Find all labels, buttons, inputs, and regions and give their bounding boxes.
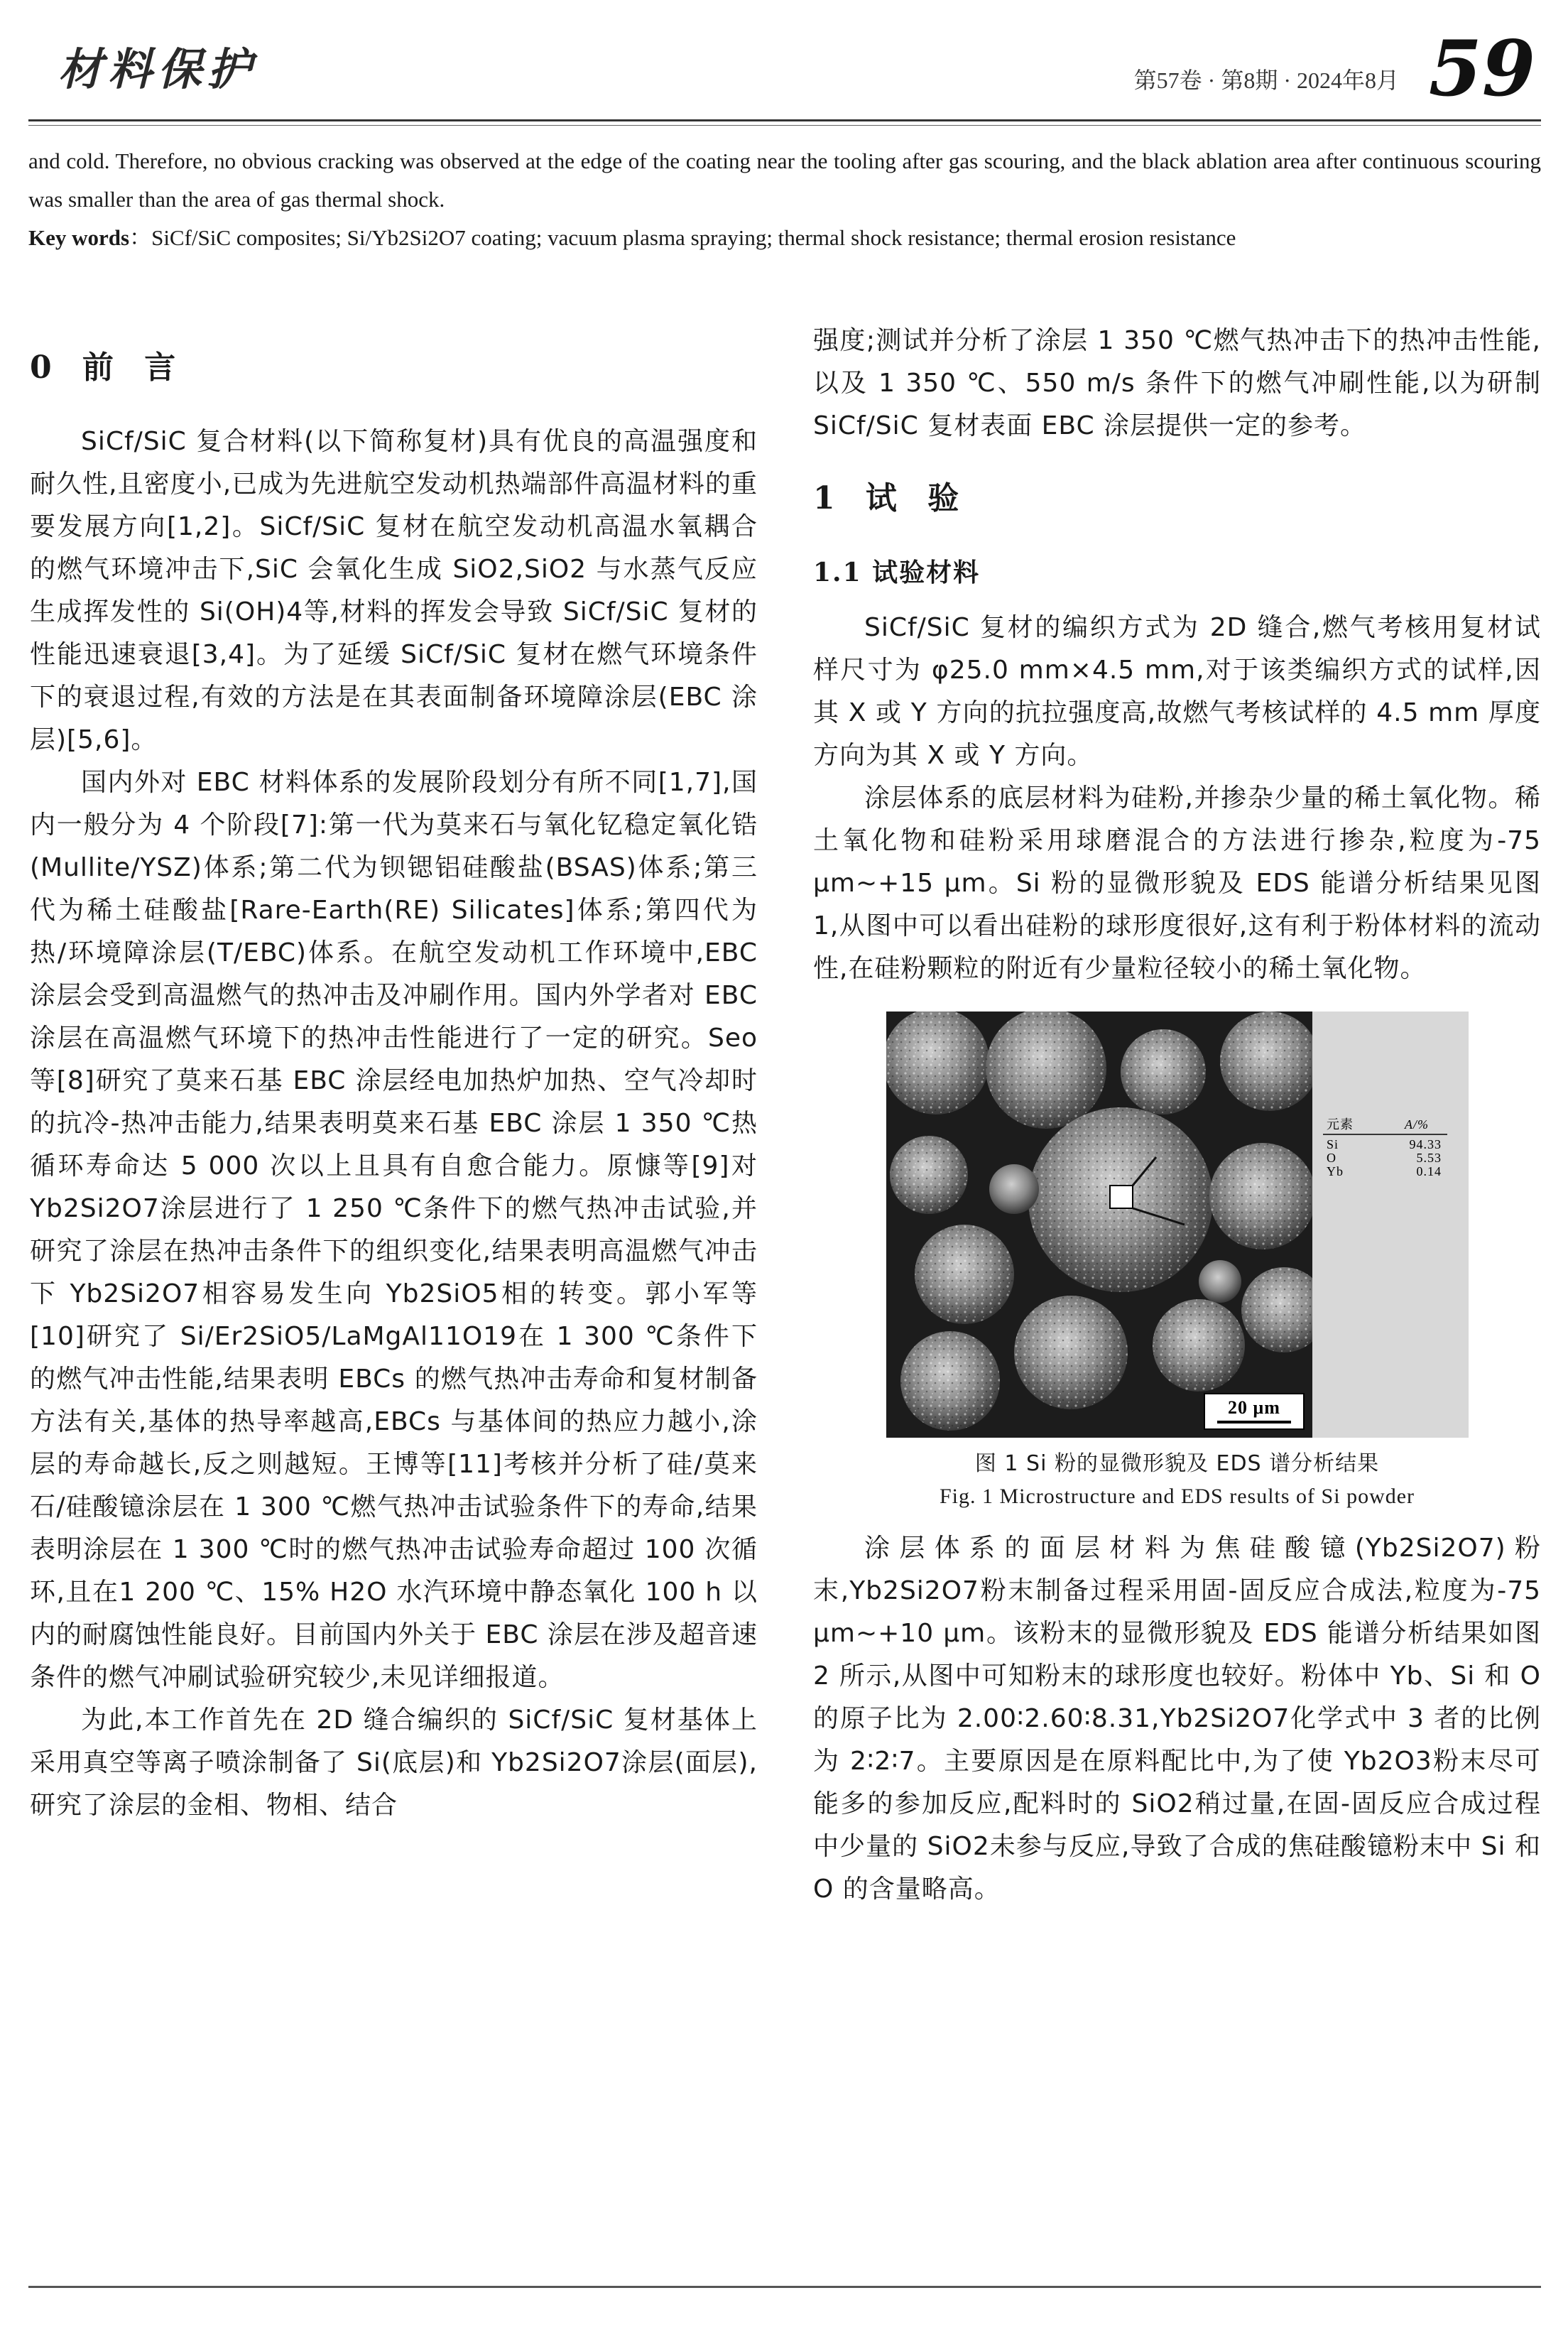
keywords-text: ：SiCf/SiC composites; Si/Yb2Si2O7 coating; vacuum plasma spraying; thermal shock resistance; thermal erosion resistance (129, 225, 1236, 250)
subsection-title-materials: 1.1 试验材料 (813, 558, 981, 587)
right-column (813, 320, 1541, 1911)
journal-logo: 材料保护 (58, 43, 258, 95)
eds-row-value: 94.33 (1409, 1137, 1442, 1151)
eds-row-value: 0.14 (1416, 1164, 1442, 1178)
eds-header-element: 元素 (1326, 1117, 1354, 1132)
eds-header-value: A/% (1404, 1117, 1429, 1132)
figure-caption-cn: 图 1 Si 粉的显微形貌及 EDS 谱分析结果 (974, 1451, 1380, 1476)
page-header (28, 24, 1541, 114)
sem-micrograph (886, 1012, 1469, 1438)
header-rule (28, 119, 1541, 121)
figure-caption-en: Fig. 1 Microstructure and EDS results of Si powder (939, 1485, 1415, 1508)
materials-paragraph-2: 涂层体系的底层材料为硅粉,并掺杂少量的稀土氧化物。稀土氧化物和硅粉采用球磨混合的方法进行掺杂,粒度为-75 μm~+15 μm。Si 粉的显微形貌及 EDS 能谱分析结果见图 1,从图中可以看出硅粉的球形度很好,这有利于粉体材料的流动性,在硅粉颗粒的附近有少量粒径较小的稀土氧化物。 (813, 783, 1541, 983)
section-title-intro: 0 前 言 (30, 349, 186, 386)
figure-1 (813, 1012, 1541, 1513)
materials-paragraph-3: 涂层体系的面层材料为焦硅酸镱(Yb2Si2O7)粉末,Yb2Si2O7粉末制备过程采用固-固反应合成法,粒度为-75 μm~+10 μm。该粉末的显微形貌及 EDS 能谱分析结果如图 2 所示,从图中可知粉末的球形度也较好。粉体中 Yb、Si 和 O 的原子比为 2.00∶2.60∶8.31,Yb2Si2O7化学式中 3 者的比例为 2∶2∶7。主要原因是在原料配比中,为了使 Yb2O3粉末尽可能多的参加反应,配料时的 SiO2稍过量,在固-固反应合成过程中少量的 SiO2未参与反应,导致了合成的焦硅酸镱粉末中 Si 和 O 的含量略高。 (813, 1534, 1541, 1904)
eds-row-element: Si (1326, 1137, 1339, 1151)
intro-paragraph-3: 为此,本工作首先在 2D 缝合编织的 SiCf/SiC 复材基体上采用真空等离子喷涂制备了 Si(底层)和 Yb2Si2O7涂层(面层),研究了涂层的金相、物相、结合 (30, 1705, 758, 1820)
eds-analysis-box (1110, 1186, 1133, 1208)
eds-row-element: Yb (1326, 1164, 1344, 1178)
intro-continuation: 强度;测试并分析了涂层 1 350 ℃燃气热冲击下的热冲击性能,以及 1 350 ℃、550 m/s 条件下的燃气冲刷性能,以为研制 SiCf/SiC 复材表面 EBC 涂层提供一定的参考。 (813, 326, 1541, 440)
keywords-label: Key words (28, 225, 130, 250)
page-number: 59 (1428, 24, 1535, 114)
section-title-experiment: 1 试 验 (813, 480, 969, 516)
header-rule-thin (28, 125, 1541, 126)
eds-panel (1312, 1012, 1469, 1438)
eds-row-element: O (1326, 1151, 1336, 1165)
scale-bar-label: 20 μm (1227, 1397, 1280, 1418)
intro-paragraph-2: 国内外对 EBC 材料体系的发展阶段划分有所不同[1,7],国内一般分为 4 个阶段[7]:第一代为莫来石与氧化钇稳定氧化锆(Mullite/YSZ)体系;第二代为钡锶铝硅酸盐(BSAS)体系;第三代为稀土硅酸盐[Rare-Earth(RE) Silicates]体系;第四代为热/环境障涂层(T/EBC)体系。在航空发动机工作环境中,EBC 涂层会受到高温燃气的热冲击及冲刷作用。国内外学者对 EBC 涂层在高温燃气环境下的热冲击性能进行了一定的研究。Seo 等[8]研究了莫来石基 EBC 涂层经电加热炉加热、空气冷却时的抗冷-热冲击能力,结果表明莫来石基 EBC 涂层 1 350 ℃热循环寿命达 5 000 次以上且具有自愈合能力。原慷等[9]对 Yb2Si2O7涂层进行了 1 250 ℃条件下的燃气热冲击试验,并研究了涂层在热冲击条件下的组织变化,结果表明高温燃气冲击下 Yb2Si2O7相容易发生向 Yb2SiO5相的转变。郭小军等[10]研究了 Si/Er2SiO5/LaMgAl11O19在 1 300 ℃条件下的燃气冲击性能,结果表明 EBCs 的燃气热冲击寿命和复材制备方法有关,基体的热导率越高,EBCs 与基体间的热应力越小,涂层的寿命越长,反之则越短。王博等[11]考核并分析了硅/莫来石/硅酸镱涂层在 1 300 ℃燃气热冲击试验条件下的寿命,结果表明涂层在 1 300 ℃时的燃气热冲击试验寿命超过 100 次循环,且在1 200 ℃、15% H2O 水汽环境中静态氧化 100 h 以内的耐腐蚀性能良好。目前国内外关于 EBC 涂层在涉及超音速条件的燃气冲刷试验研究较少,未见详细报道。 (30, 768, 758, 1692)
intro-paragraph-1: SiCf/SiC 复合材料(以下简称复材)具有优良的高温强度和耐久性,且密度小,已成为先进航空发动机热端部件高温材料的重要发展方向[1,2]。SiCf/SiC 复材在航空发动机高温水氧耦合的燃气环境冲击下,SiC 会氧化生成 SiO2,SiO2 与水蒸气反应生成挥发性的 Si(OH)4等,材料的挥发会导致 SiCf/SiC 复材的性能迅速衰退[3,4]。为了延缓 SiCf/SiC 复材在燃气环境条件下的衰退过程,有效的方法是在其表面制备环境障涂层(EBC 涂层)[5,6]。 (30, 427, 758, 754)
eds-row-value: 5.53 (1416, 1151, 1442, 1165)
keywords-line (28, 219, 1541, 257)
issue-info: 第57卷 · 第8期 · 2024年8月 (1133, 67, 1399, 93)
abstract-text: and cold. Therefore, no obvious cracking was observed at the edge of the coating near the tooling after gas scouring, and the black ablation area after continuous scouring was smaller than the area of gas thermal shock. (28, 148, 1541, 212)
abstract-tail (28, 142, 1541, 257)
footer-rule (28, 2286, 1541, 2288)
materials-paragraph-1: SiCf/SiC 复材的编织方式为 2D 缝合,燃气考核用复材试样尺寸为 φ25.0 mm×4.5 mm,对于该类编织方式的试样,因其 X 或 Y 方向的抗拉强度高,故燃气考核试样的 4.5 mm 厚度方向为其 X 或 Y 方向。 (813, 613, 1541, 770)
left-column (30, 313, 758, 1827)
sem-image (886, 1012, 1469, 1438)
